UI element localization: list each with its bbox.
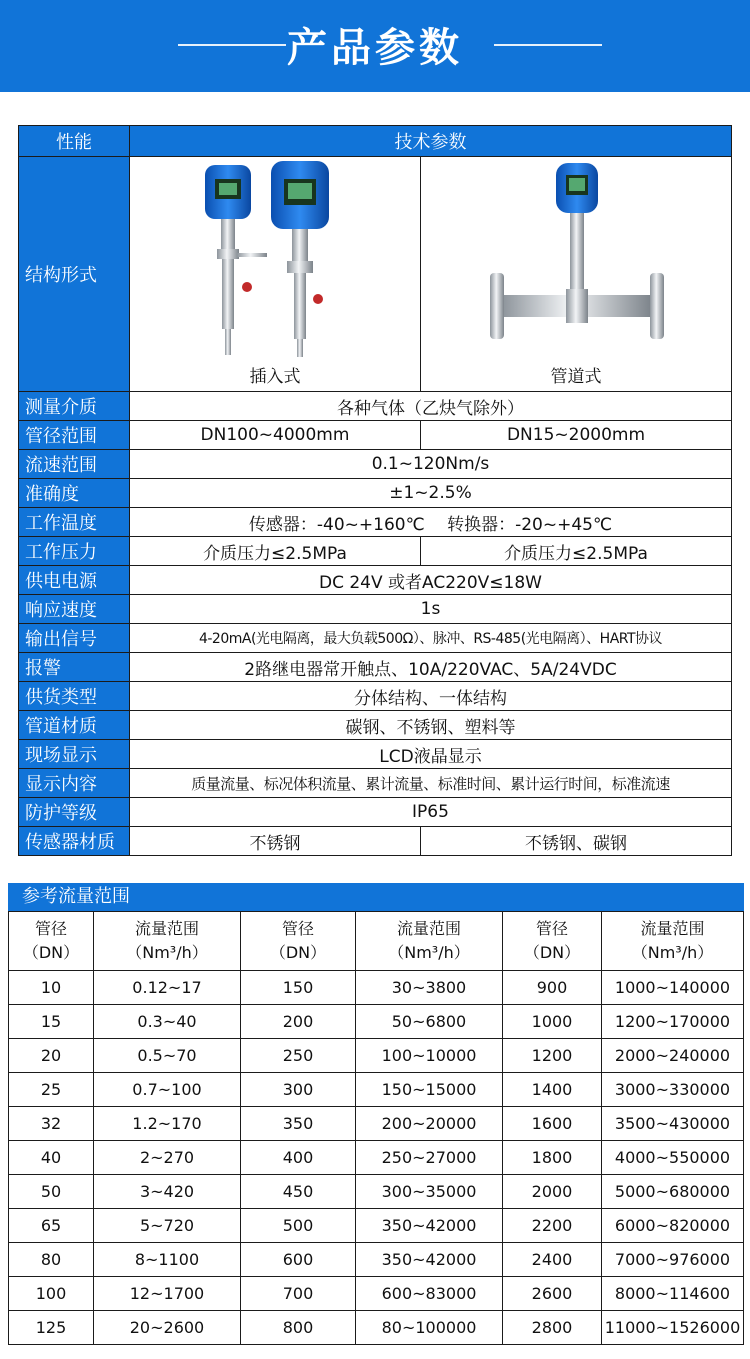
spec-row — [19, 827, 732, 856]
spec-value-right: 不锈钢、碳钢 — [421, 827, 732, 856]
flow-cell: 80~100000 — [356, 1311, 503, 1345]
spec-label: 流速范围 — [19, 450, 130, 479]
spec-row — [19, 595, 732, 624]
spec-row — [19, 624, 732, 653]
spec-row — [19, 711, 732, 740]
dn-cell: 50 — [9, 1175, 94, 1209]
dn-cell: 25 — [9, 1073, 94, 1107]
spec-label: 响应速度 — [19, 595, 130, 624]
spec-row — [19, 392, 732, 421]
spec-value: 分体结构、一体结构 — [130, 682, 732, 711]
column-header: 流量范围 （Nm³/h） — [602, 912, 744, 971]
flow-cell: 250~27000 — [356, 1141, 503, 1175]
dn-cell: 2800 — [503, 1311, 602, 1345]
flow-cell: 50~6800 — [356, 1005, 503, 1039]
table-row — [9, 1141, 744, 1175]
flow-cell: 30~3800 — [356, 971, 503, 1005]
flow-cell: 8~1100 — [94, 1243, 241, 1277]
spec-label: 输出信号 — [19, 624, 130, 653]
dn-cell: 300 — [241, 1073, 356, 1107]
spec-value: 传感器：-40~+160℃ 转换器：-20~+45℃ — [130, 508, 732, 537]
insertion-meter-image — [175, 157, 375, 362]
dn-cell: 100 — [9, 1277, 94, 1311]
spec-label: 传感器材质 — [19, 827, 130, 856]
spec-label: 工作温度 — [19, 508, 130, 537]
spec-label: 管径范围 — [19, 421, 130, 450]
table-row — [9, 1243, 744, 1277]
flow-cell: 150~15000 — [356, 1073, 503, 1107]
flow-cell: 3000~330000 — [602, 1073, 744, 1107]
spec-label: 测量介质 — [19, 392, 130, 421]
dn-cell: 2400 — [503, 1243, 602, 1277]
spec-label: 现场显示 — [19, 740, 130, 769]
spec-value: 0.1~120Nm/s — [130, 450, 732, 479]
flow-cell: 2000~240000 — [602, 1039, 744, 1073]
dn-cell: 1400 — [503, 1073, 602, 1107]
spec-table — [18, 125, 732, 856]
spec-value: ±1~2.5% — [130, 479, 732, 508]
dn-cell: 150 — [241, 971, 356, 1005]
dn-cell: 250 — [241, 1039, 356, 1073]
spec-value-left: DN100~4000mm — [130, 421, 421, 450]
dn-cell: 20 — [9, 1039, 94, 1073]
header-banner — [0, 0, 750, 92]
flow-cell: 0.12~17 — [94, 971, 241, 1005]
dn-cell: 80 — [9, 1243, 94, 1277]
dn-cell: 500 — [241, 1209, 356, 1243]
spec-label: 供电电源 — [19, 566, 130, 595]
flow-cell: 12~1700 — [94, 1277, 241, 1311]
spec-value: 质量流量、标况体积流量、累计流量、标准时间、累计运行时间，标准流速 — [130, 769, 732, 798]
flow-cell: 600~83000 — [356, 1277, 503, 1311]
flow-cell: 7000~976000 — [602, 1243, 744, 1277]
spec-value-right: 介质压力≤2.5MPa — [421, 537, 732, 566]
flow-cell: 20~2600 — [94, 1311, 241, 1345]
dn-cell: 10 — [9, 971, 94, 1005]
flow-cell: 4000~550000 — [602, 1141, 744, 1175]
flow-cell: 5000~680000 — [602, 1175, 744, 1209]
spec-value-left: 介质压力≤2.5MPa — [130, 537, 421, 566]
insertion-type-caption: 插入式 — [249, 367, 301, 387]
dn-cell: 40 — [9, 1141, 94, 1175]
spec-value: 1s — [130, 595, 732, 624]
spec-header-value: 技术参数 — [130, 126, 732, 157]
spec-label: 工作压力 — [19, 537, 130, 566]
table-row — [9, 1209, 744, 1243]
flow-cell: 350~42000 — [356, 1243, 503, 1277]
flow-cell: 100~10000 — [356, 1039, 503, 1073]
flow-cell: 2~270 — [94, 1141, 241, 1175]
spec-row — [19, 653, 732, 682]
spec-row — [19, 508, 732, 537]
dn-cell: 32 — [9, 1107, 94, 1141]
dn-cell: 1600 — [503, 1107, 602, 1141]
column-header: 管径 （DN） — [503, 912, 602, 971]
dn-cell: 200 — [241, 1005, 356, 1039]
table-row — [9, 1005, 744, 1039]
flow-cell: 0.7~100 — [94, 1073, 241, 1107]
table-row — [9, 1277, 744, 1311]
flow-cell: 0.3~40 — [94, 1005, 241, 1039]
flow-cell: 350~42000 — [356, 1209, 503, 1243]
flow-cell: 8000~114600 — [602, 1277, 744, 1311]
reference-header-row — [9, 912, 744, 971]
column-header: 流量范围 （Nm³/h） — [356, 912, 503, 971]
column-header: 流量范围 （Nm³/h） — [94, 912, 241, 971]
table-row — [9, 1175, 744, 1209]
spec-value: 各种气体（乙炔气除外） — [130, 392, 732, 421]
spec-row — [19, 682, 732, 711]
dn-cell: 1200 — [503, 1039, 602, 1073]
dn-cell: 2600 — [503, 1277, 602, 1311]
spec-row — [19, 479, 732, 508]
dn-cell: 800 — [241, 1311, 356, 1345]
table-row — [9, 1073, 744, 1107]
spec-row — [19, 421, 732, 450]
spec-value-right: DN15~2000mm — [421, 421, 732, 450]
dn-cell: 350 — [241, 1107, 356, 1141]
insertion-type-cell — [130, 157, 421, 392]
spec-value: 2路继电器常开触点、10A/220VAC、5A/24VDC — [130, 653, 732, 682]
spec-value: IP65 — [130, 798, 732, 827]
spec-row — [19, 769, 732, 798]
flow-cell: 5~720 — [94, 1209, 241, 1243]
dn-cell: 400 — [241, 1141, 356, 1175]
flow-cell: 0.5~70 — [94, 1039, 241, 1073]
dn-cell: 600 — [241, 1243, 356, 1277]
reference-section-title: 参考流量范围 — [8, 883, 744, 911]
flow-cell: 200~20000 — [356, 1107, 503, 1141]
spec-header-label: 性能 — [19, 126, 130, 157]
flow-cell: 1200~170000 — [602, 1005, 744, 1039]
spec-label: 管道材质 — [19, 711, 130, 740]
pipeline-type-cell — [421, 157, 732, 392]
dn-cell: 700 — [241, 1277, 356, 1311]
spec-value: 4-20mA(光电隔离，最大负载500Ω）、脉冲、RS-485(光电隔离）、HART协议 — [130, 624, 732, 653]
reference-flow-table — [8, 911, 744, 1345]
spec-row — [19, 566, 732, 595]
spec-value: 碳钢、不锈钢、塑料等 — [130, 711, 732, 740]
page-title: 产品参数 — [287, 25, 463, 71]
pipeline-meter-image — [476, 157, 676, 362]
column-header: 管径 （DN） — [9, 912, 94, 971]
spec-row — [19, 740, 732, 769]
spec-label: 报警 — [19, 653, 130, 682]
table-row — [9, 971, 744, 1005]
table-row — [9, 1107, 744, 1141]
table-row — [9, 1039, 744, 1073]
flow-cell: 3500~430000 — [602, 1107, 744, 1141]
column-header: 管径 （DN） — [241, 912, 356, 971]
dn-cell: 1000 — [503, 1005, 602, 1039]
dn-cell: 65 — [9, 1209, 94, 1243]
flow-cell: 11000~1526000 — [602, 1311, 744, 1345]
flow-cell: 300~35000 — [356, 1175, 503, 1209]
table-row — [9, 1311, 744, 1345]
spec-row — [19, 798, 732, 827]
flow-cell: 3~420 — [94, 1175, 241, 1209]
flow-cell: 1000~140000 — [602, 971, 744, 1005]
spec-value: LCD液晶显示 — [130, 740, 732, 769]
banner-right-line — [494, 44, 602, 46]
dn-cell: 2000 — [503, 1175, 602, 1209]
spec-label: 显示内容 — [19, 769, 130, 798]
dn-cell: 125 — [9, 1311, 94, 1345]
spec-label: 防护等级 — [19, 798, 130, 827]
spec-value: DC 24V 或者AC220V≤18W — [130, 566, 732, 595]
spec-row-structure — [19, 157, 732, 392]
spec-label: 结构形式 — [19, 157, 130, 392]
dn-cell: 15 — [9, 1005, 94, 1039]
dn-cell: 450 — [241, 1175, 356, 1209]
flow-cell: 6000~820000 — [602, 1209, 744, 1243]
spec-label: 准确度 — [19, 479, 130, 508]
spec-row — [19, 537, 732, 566]
dn-cell: 2200 — [503, 1209, 602, 1243]
dn-cell: 1800 — [503, 1141, 602, 1175]
spec-row — [19, 450, 732, 479]
pipeline-type-caption: 管道式 — [550, 367, 602, 387]
spec-value-left: 不锈钢 — [130, 827, 421, 856]
spec-header-row — [19, 126, 732, 157]
flow-cell: 1.2~170 — [94, 1107, 241, 1141]
dn-cell: 900 — [503, 971, 602, 1005]
spec-label: 供货类型 — [19, 682, 130, 711]
